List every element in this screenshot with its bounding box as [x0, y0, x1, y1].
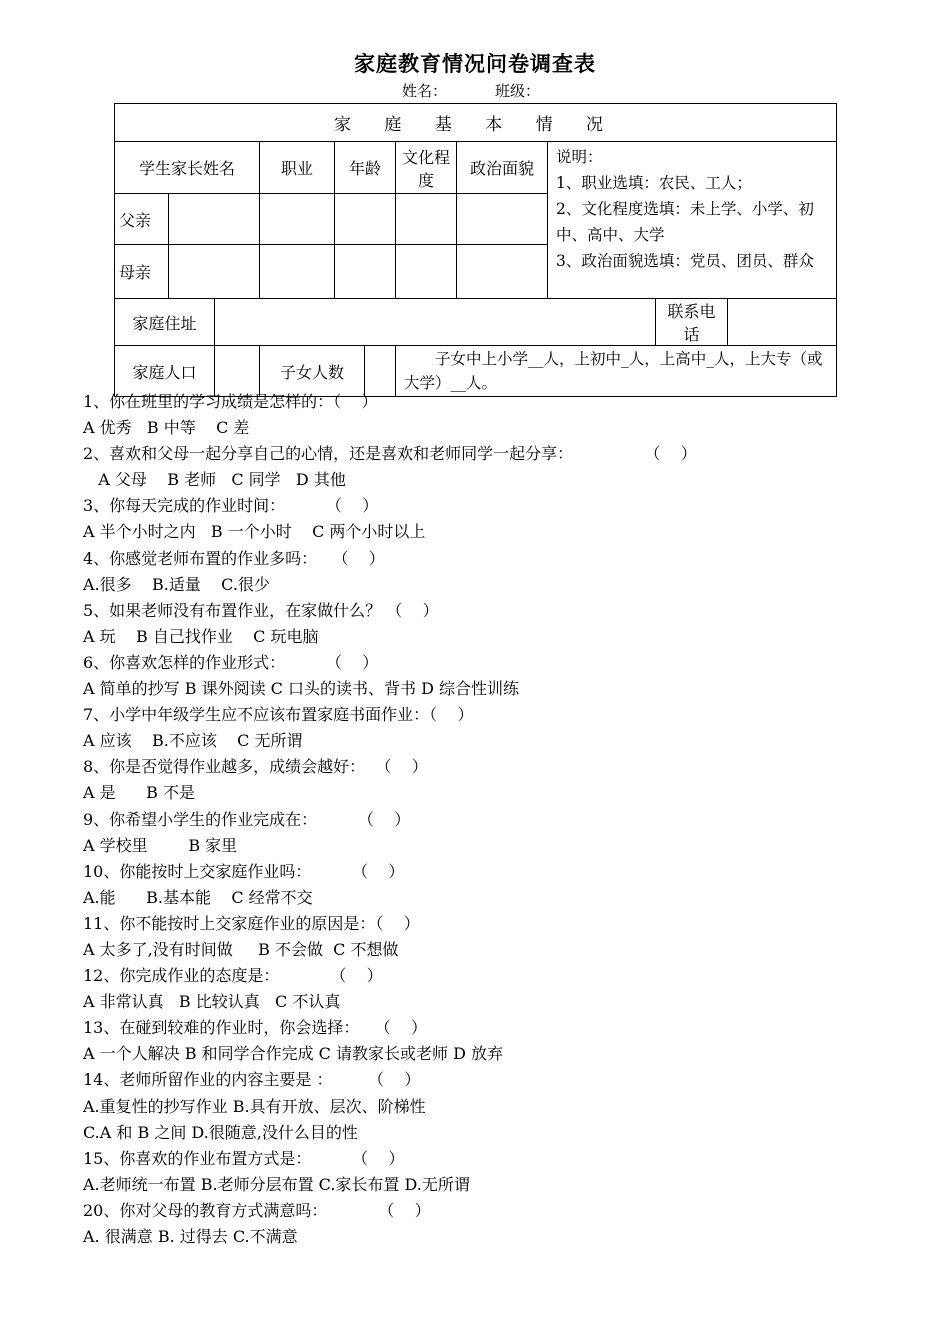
- answer-options: A. 很满意 B. 过得去 C.不满意: [83, 1227, 298, 1246]
- answer-options: A 一个人解决 B 和同学合作完成 C 请教家长或老师 D 放弃: [83, 1044, 503, 1064]
- answer-options: A 应该 B.不应该 C 无所谓: [83, 731, 303, 751]
- answer-options: A 是 B 不是: [83, 783, 196, 803]
- header-parent-name: 学生家长姓名: [115, 142, 260, 194]
- answer-options: A 学校里 B 家里: [83, 835, 238, 855]
- question-line: 1、你在班里的学习成绩是怎样的：（ ）: [83, 392, 378, 411]
- question-line: 20、你对父母的教育方式满意吗： （ ）: [83, 1200, 431, 1220]
- answer-options: A 玩 B 自己找作业 C 玩电脑: [83, 626, 319, 646]
- mother-age-cell[interactable]: [335, 245, 396, 299]
- header-political-status: 政治面貌: [457, 142, 548, 194]
- header-education: 文化程度: [396, 142, 457, 194]
- question-line: 2、喜欢和父母一起分享自己的心情，还是喜欢和老师同学一起分享： （ ）: [83, 444, 697, 464]
- answer-options: A 父母 B 老师 C 同学 D 其他: [83, 470, 346, 490]
- question-list: [83, 389, 903, 1250]
- note-line: 说明：: [556, 148, 603, 166]
- question-line: 14、老师所留作业的内容主要是 ： （ ）: [83, 1070, 421, 1090]
- father-name-cell[interactable]: [169, 194, 260, 245]
- family-info-table: [114, 103, 837, 397]
- question-line: 10、你能按时上交家庭作业吗： （ ）: [83, 861, 405, 881]
- answer-options: A.重复性的抄写作业 B.具有开放、层次、阶梯性: [83, 1096, 426, 1116]
- note-line: 3、政治面貌选填：党员、团员、群众: [556, 252, 814, 270]
- answer-options: A 简单的抄写 B 课外阅读 C 口头的读书、背书 D 综合性训练: [83, 679, 519, 699]
- answer-options: A 半个小时之内 B 一个小时 C 两个小时以上: [83, 522, 426, 542]
- instructions-note: [548, 142, 837, 299]
- answer-options: A.很多 B.适量 C.很少: [83, 574, 270, 594]
- mother-education-cell[interactable]: [396, 245, 457, 299]
- mother-label: 母亲: [115, 245, 169, 299]
- children-label: 子女人数: [260, 346, 365, 397]
- question-line: 8、你是否觉得作业越多，成绩会越好： （ ）: [83, 757, 428, 777]
- address-cell[interactable]: [215, 299, 656, 346]
- question-line: 3、你每天完成的作业时间： （ ）: [83, 496, 379, 516]
- address-label: 家庭住址: [115, 299, 215, 346]
- mother-name-cell[interactable]: [169, 245, 260, 299]
- phone-cell[interactable]: [728, 299, 837, 346]
- name-label: 姓名：: [402, 82, 448, 100]
- page-title: 家庭教育情况问卷调查表: [354, 51, 596, 76]
- question-line: 6、你喜欢怎样的作业形式： （ ）: [83, 652, 379, 672]
- answer-options: C.A 和 B 之间 D.很随意,没什么目的性: [83, 1122, 358, 1142]
- answer-options: A 非常认真 B 比较认真 C 不认真: [83, 992, 341, 1012]
- question-line: 7、小学中年级学生应不应该布置家庭书面作业：（ ）: [83, 705, 474, 725]
- answer-options: A.老师统一布置 B.老师分层布置 C.家长布置 D.无所谓: [83, 1174, 470, 1194]
- question-line: 4、你感觉老师布置的作业多吗： （ ）: [83, 548, 385, 568]
- note-line: 2、文化程度选填：未上学、小学、初中、高中、大学: [556, 200, 814, 244]
- answer-options: A.能 B.基本能 C 经常不交: [83, 887, 313, 907]
- header-age: 年龄: [335, 142, 396, 194]
- note-line: 1、职业选填：农民、工人；: [556, 174, 752, 192]
- population-label: 家庭人口: [115, 346, 215, 397]
- father-age-cell[interactable]: [335, 194, 396, 245]
- question-line: 12、你完成作业的态度是： （ ）: [83, 966, 383, 986]
- father-political-cell[interactable]: [457, 194, 548, 245]
- father-education-cell[interactable]: [396, 194, 457, 245]
- question-line: 5、如果老师没有布置作业，在家做什么？ （ ）: [83, 600, 439, 620]
- student-info-line: [402, 80, 544, 101]
- children-schooling-text: 子女中上小学__人，上初中_人，上高中_人，上大专（或大学）__人。: [396, 346, 837, 397]
- phone-label: 联系电话: [656, 299, 728, 346]
- answer-options: A 太多了,没有时间做 B 不会做 C 不想做: [83, 939, 399, 959]
- question-line: 13、在碰到较难的作业时，你会选择： （ ）: [83, 1018, 427, 1038]
- question-line: 15、你喜欢的作业布置方式是： （ ）: [83, 1148, 405, 1168]
- question-line: 11、你不能按时上交家庭作业的原因是：（ ）: [83, 913, 420, 933]
- mother-occupation-cell[interactable]: [260, 245, 335, 299]
- mother-political-cell[interactable]: [457, 245, 548, 299]
- answer-options: A 优秀 B 中等 C 差: [83, 418, 250, 438]
- table-caption: 家 庭 基 本 情 况: [115, 104, 837, 142]
- question-line: 9、你希望小学生的作业完成在： （ ）: [83, 809, 411, 829]
- header-occupation: 职业: [260, 142, 335, 194]
- class-label: 班级：: [495, 82, 541, 100]
- father-occupation-cell[interactable]: [260, 194, 335, 245]
- father-label: 父亲: [115, 194, 169, 245]
